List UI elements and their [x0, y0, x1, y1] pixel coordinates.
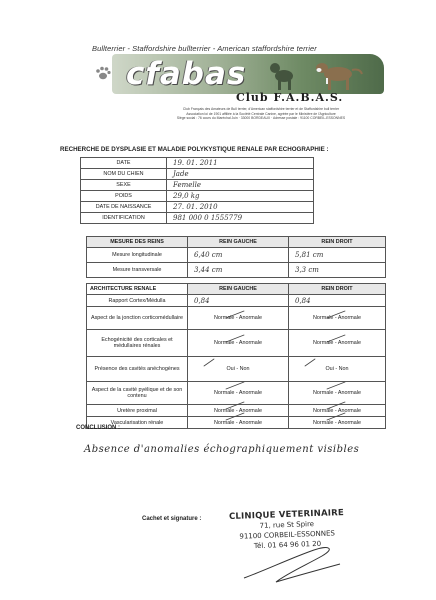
- row-label: Mesure longitudinale: [87, 248, 188, 263]
- left-kidney-option: Normale - Anormale: [188, 417, 289, 429]
- left-kidney-option: Oui - Non: [188, 357, 289, 382]
- handwritten-signature: [236, 540, 346, 590]
- column-header: REIN DROIT: [289, 284, 386, 295]
- left-kidney-option: Normale - Anormale: [188, 405, 289, 417]
- conclusion-label: CONCLUSION :: [76, 425, 120, 431]
- form-title: RECHERCHE DE DYSPLASIE ET MALADIE POLYKYSTIQUE RENALE PAR ECHOGRAPHIE :: [60, 146, 329, 153]
- left-kidney-option: Normale - Anormale: [188, 307, 289, 330]
- identification-value: 981 000 0 1555779: [167, 213, 314, 224]
- club-logo: cfabas: [126, 56, 247, 92]
- identification-label: IDENTIFICATION: [81, 213, 167, 224]
- organization-line: Club Français des Amateurs de Bull terrier, d'American staffordshire terrier et de Staffordshire bull terrier: [182, 107, 340, 111]
- breeds-heading: Bullterrier - Staffordshire bullterrier - American staffordshire terrier: [92, 44, 317, 53]
- row-label: Aspect de la cavité pyélique et de son contenu: [87, 382, 188, 405]
- row-label: Uretère proximal: [87, 405, 188, 417]
- dog-name-label: NOM DU CHIEN: [81, 169, 167, 180]
- club-name: Club F.A.B.A.S.: [236, 91, 344, 104]
- column-header: ARCHITECTURE RENALE: [87, 284, 188, 295]
- clinic-address-line: 71, rue St Spire: [259, 520, 315, 530]
- organization-line: Siège social : 76 cours du Maréchal Juin · 33000 BORDEAUX · Adresse postale : 91100 CORBEIL-ESSONNES: [176, 116, 346, 121]
- sex-value: Femelle: [167, 180, 314, 191]
- left-kidney-value: 6,40 cm: [188, 248, 289, 263]
- row-label: Mesure transversale: [87, 263, 188, 278]
- conclusion-handwritten-text: Absence d'anomalies échographiquement visibles: [84, 444, 360, 455]
- date-value: 19. 01. 2011: [167, 158, 314, 169]
- right-kidney-option: Normale - Anormale: [289, 417, 386, 429]
- left-kidney-value: 3,44 cm: [188, 263, 289, 278]
- row-label: Présence des cavités anéchogènes: [87, 357, 188, 382]
- left-kidney-option: Normale - Anormale: [188, 382, 289, 405]
- weight-label: POIDS: [81, 191, 167, 202]
- row-label: Vascularisation rénale: [87, 417, 188, 429]
- clinic-name: CLINIQUE VETERINAIRE: [228, 508, 345, 523]
- column-header: REIN GAUCHE: [188, 284, 289, 295]
- right-kidney-option: Oui - Non: [289, 357, 386, 382]
- clinic-phone-line: Tél. 01 64 96 01 20: [253, 539, 322, 551]
- clinic-address-line: 91100 CORBEIL-ESSONNES: [239, 529, 336, 541]
- column-header: REIN GAUCHE: [188, 237, 289, 248]
- sex-label: SEXE: [81, 180, 167, 191]
- left-kidney-value: 0,84: [188, 295, 289, 307]
- row-label: Echogénicité des corticales et médullaires rénales: [87, 330, 188, 357]
- right-kidney-value: 5,81 cm: [289, 248, 386, 263]
- left-kidney-option: Normale - Anormale: [188, 330, 289, 357]
- column-header: REIN DROIT: [289, 237, 386, 248]
- right-kidney-option: Normale - Anormale: [289, 307, 386, 330]
- right-kidney-value: 3,3 cm: [289, 263, 386, 278]
- dog-name-value: Jade: [167, 169, 314, 180]
- right-kidney-option: Normale - Anormale: [289, 405, 386, 417]
- date-label: DATE: [81, 158, 167, 169]
- right-kidney-option: Normale - Anormale: [289, 330, 386, 357]
- row-label: Aspect de la jonction corticomédullaire: [87, 307, 188, 330]
- row-label: Rapport Cortex/Médulla: [87, 295, 188, 307]
- organization-line: Association loi de 1901 affiliée à la Société Centrale Canine, agréée par le Ministère de l'Agriculture: [186, 111, 336, 116]
- birth-date-value: 27. 01. 2010: [167, 202, 314, 213]
- right-kidney-value: 0,84: [289, 295, 386, 307]
- birth-date-label: DATE DE NAISSANCE: [81, 202, 167, 213]
- weight-value: 29,0 kg: [167, 191, 314, 202]
- column-header: MESURE DES REINS: [87, 237, 188, 248]
- signature-label: Cachet et signature :: [142, 516, 202, 522]
- right-kidney-option: Normale - Anormale: [289, 382, 386, 405]
